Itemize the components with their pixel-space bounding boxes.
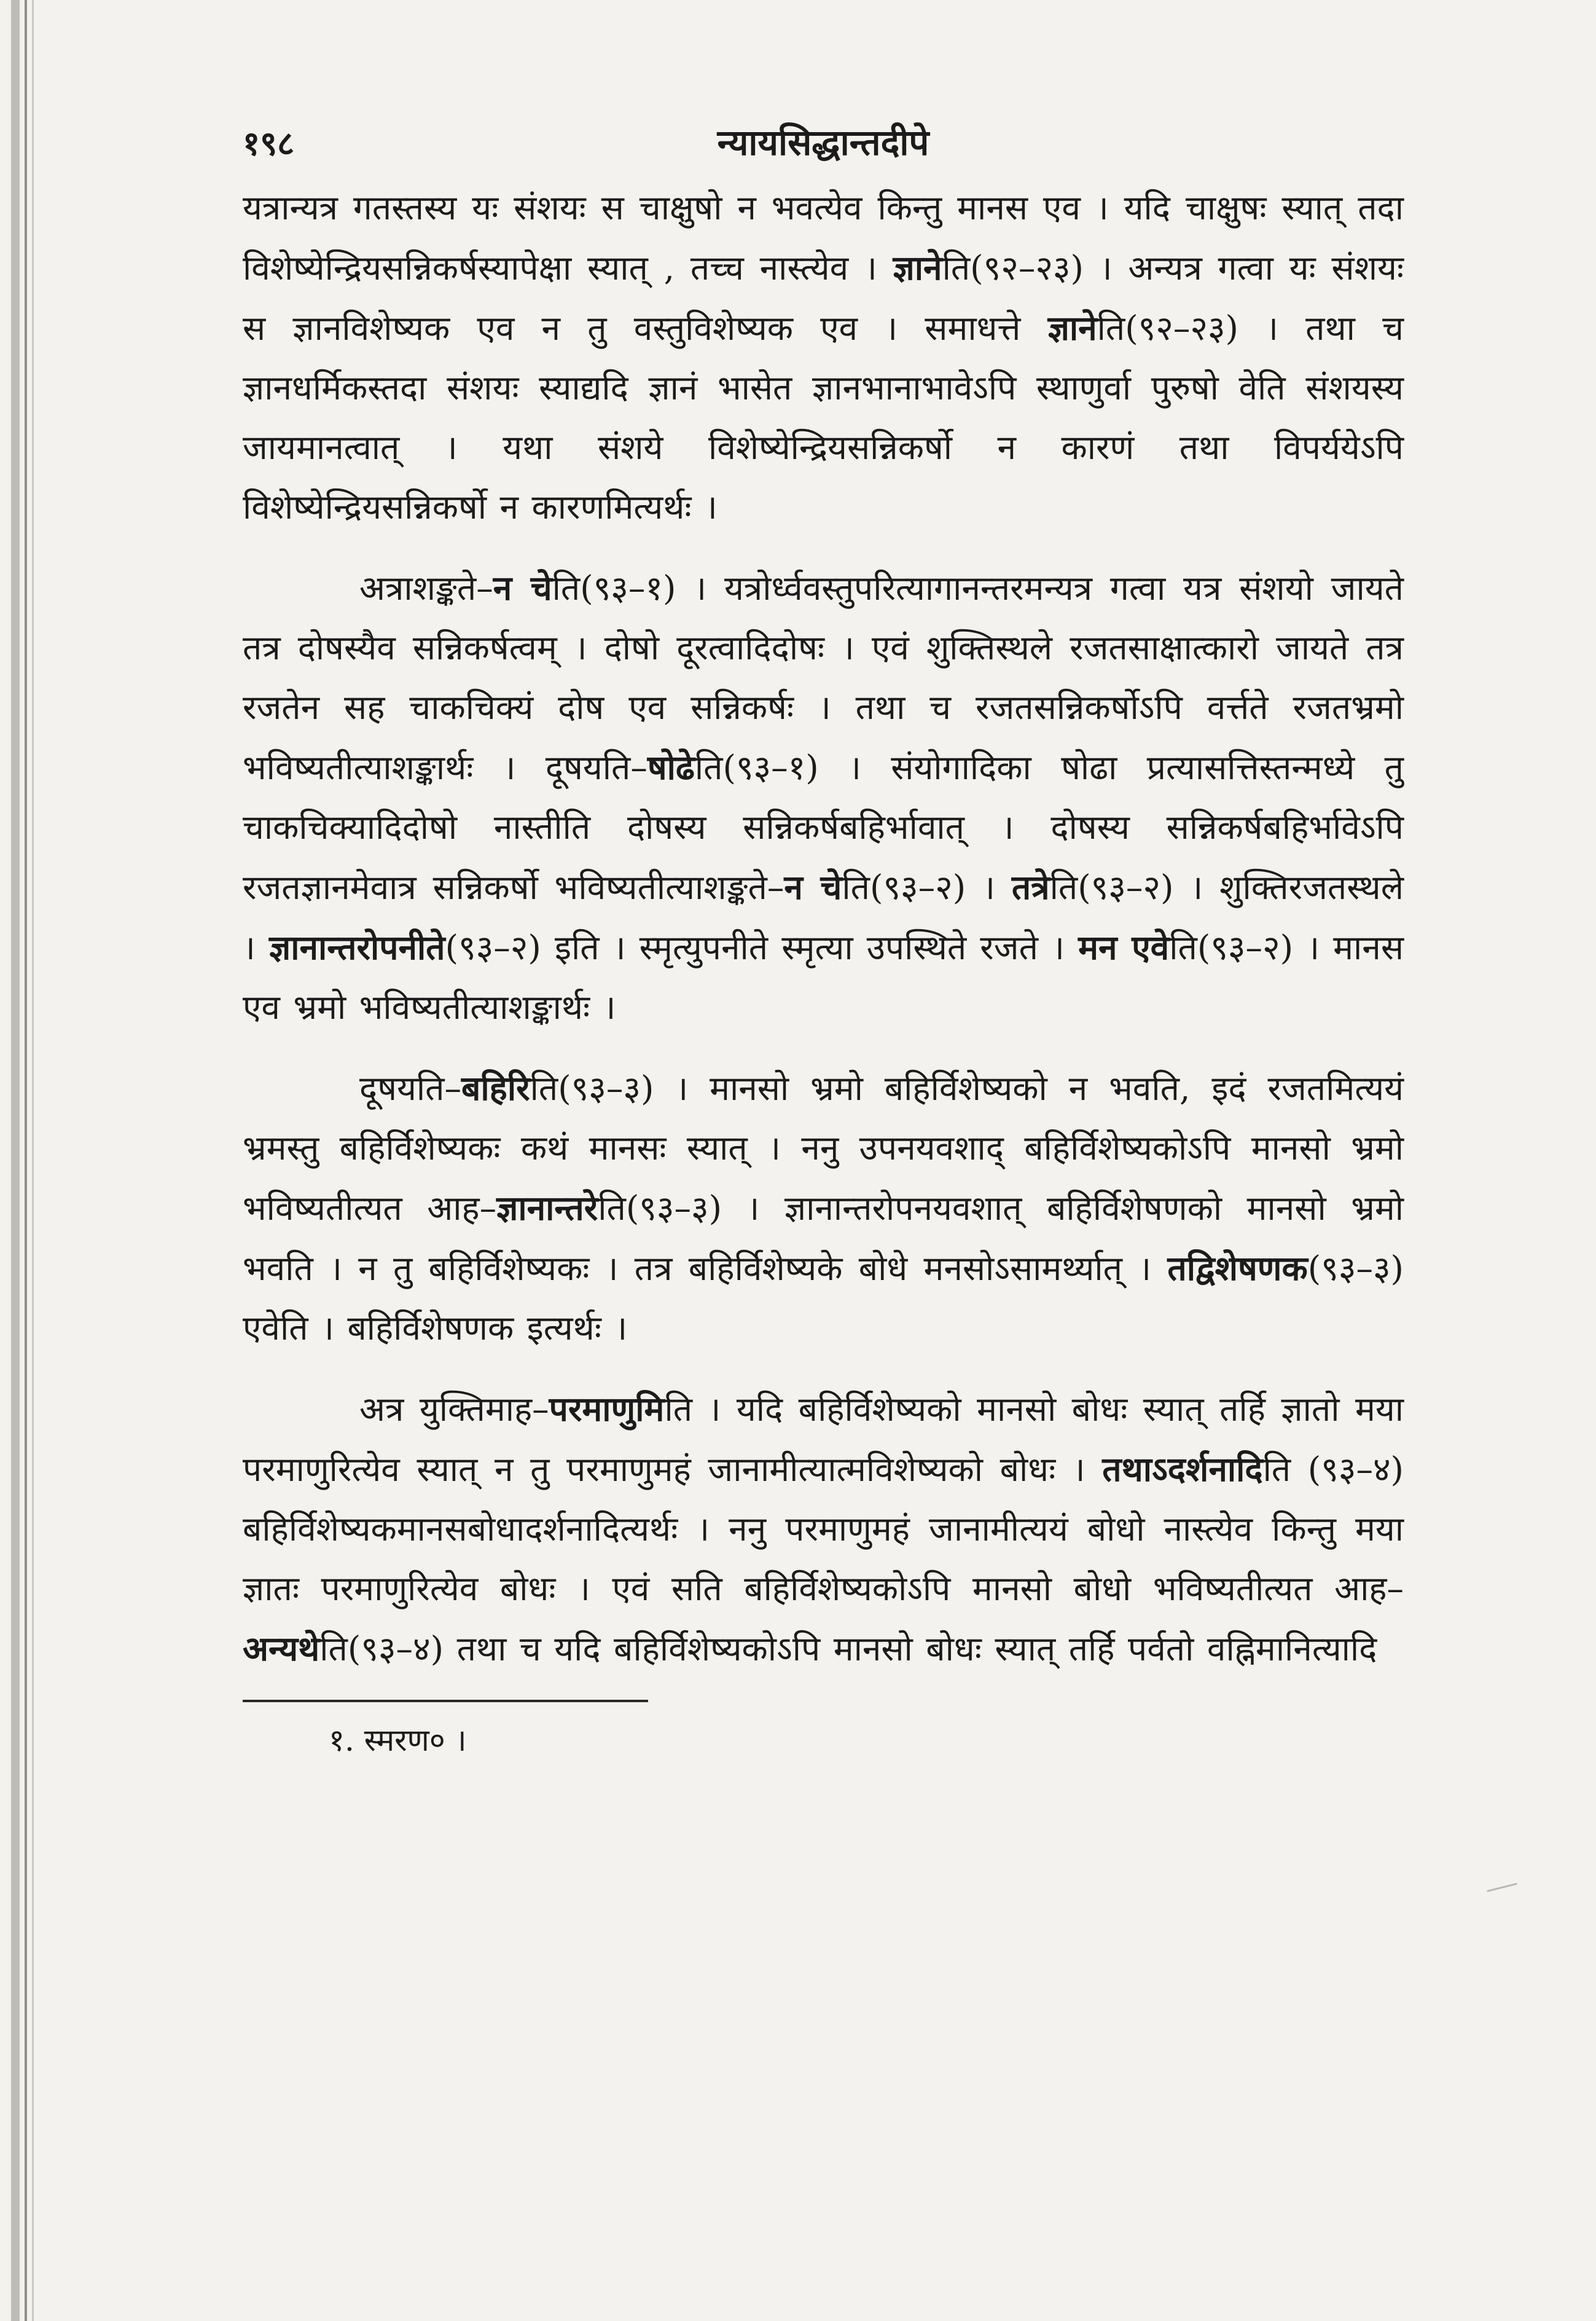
text-run: ति(९३–१) । यत्रोर्ध्ववस्तुपरित्यागानन्तरमन्यत्र गत्वा यत्र संशयो जायते तत्र दोषस्यैव सन्निकर्षत्वम् । दोषो दूरत्वादिदोषः । एवं शुक्तिस्थले रजतसाक्षात्कारो जायते तत्र रजतेन सह चाकचिक्यं दोष एव सन्निकर्षः । तथा च रजतसन्निकर्षोऽपि वर्त्तते रजतभ्रमो भविष्यतीत्याशङ्कार्थः । दूषयति– [243, 568, 1404, 787]
text-run: दूषयति– [359, 1069, 461, 1108]
paragraph [243, 558, 1404, 1037]
text-run: अत्राशङ्कते– [359, 568, 493, 608]
page-number: १९८ [243, 124, 295, 163]
bold-lemma: ज्ञानान्तरोपनीते [268, 927, 445, 967]
text-run: अत्र युक्तिमाह– [359, 1389, 549, 1429]
text-run: ति(९३–४) तथा च यदि बहिर्विशेष्यकोऽपि मानसो बोधः स्यात् तर्हि पर्वतो वह्निमानित्यादि [319, 1629, 1377, 1668]
pencil-mark [1487, 1883, 1517, 1892]
text-run: ति(९३–३) । मानसो भ्रमो बहिर्विशेष्यको न भवति, इदं रजतमित्ययं भ्रमस्तु बहिर्विशेष्यकः कथं मानसः स्यात् । ननु उपनयवशाद् बहिर्विशेष्यकोऽपि मानसो भ्रमो भविष्यतीत्यत आह– [243, 1069, 1404, 1228]
bold-lemma: ज्ञाने [1047, 308, 1097, 348]
paragraph [243, 1058, 1404, 1358]
paragraph [243, 178, 1404, 537]
bold-lemma: तथाऽदर्शनादि [1102, 1449, 1263, 1489]
text-run: ति(९३–१) । संयोगादिका षोढा प्रत्यासत्तिस्तन्मध्ये तु चाकचिक्यादिदोषो नास्तीति दोषस्य सन्निकर्षबहिर्भावात् । दोषस्य सन्निकर्षबहिर्भावेऽपि रजतज्ञानमेवात्र सन्निकर्षो भविष्यतीत्याशङ्कते– [243, 748, 1404, 907]
body-text [243, 178, 1404, 1679]
bold-lemma: षोढे [647, 747, 695, 787]
bold-lemma: परमाणुमि [549, 1389, 665, 1429]
bold-lemma: बहिरि [461, 1068, 530, 1108]
footnote: १. स्मरण० । [329, 1722, 467, 1758]
text-run: (९३–३) एवेति । बहिर्विशेषणक इत्यर्थः । [243, 1249, 1404, 1348]
text-run: (९३–२) इति । स्मृत्युपनीते स्मृत्या उपस्थिते रजते । [445, 928, 1079, 967]
text-run: ति(९३–२) । शुक्तिरजतस्थले । [243, 868, 1404, 967]
bold-lemma: ज्ञानान्तरे [496, 1188, 598, 1228]
bold-lemma: ज्ञाने [893, 248, 942, 288]
text-run: ति(९२–२३) । तथा च ज्ञानधर्मिकस्तदा संशयः स्याद्यदि ज्ञानं भासेत ज्ञानभानाभावेऽपि स्थाणुर्वा पुरुषो वेति संशयस्य जायमानत्वात् । यथा संशये विशेष्येन्द्रियसन्निकर्षो न कारणं तथा विपर्ययेऽपि विशेष्येन्द्रियसन्निकर्षो न कारणमित्यर्थः । [243, 308, 1404, 527]
footnote-rule [243, 1700, 648, 1702]
text-run: ति(९३–२) । मानस एव भ्रमो भविष्यतीत्याशङ्कार्थः । [243, 928, 1404, 1027]
text-run: यत्रान्यत्र गतस्तस्य यः संशयः स चाक्षुषो न भवत्येव किन्तु मानस एव । यदि चाक्षुषः स्यात् तदा विशेष्येन्द्रियसन्निकर्षस्यापेक्षा स्यात् , तच्च नास्त्येव । [243, 188, 1404, 288]
running-title: न्यायसिद्धान्तदीपे [717, 122, 929, 163]
binding-edge-line [25, 0, 27, 2321]
bold-lemma: तद्विशेषणक [1167, 1248, 1308, 1288]
document-page [243, 111, 1404, 1765]
page-header [243, 111, 1404, 178]
text-run: ति(९३–२) । [842, 868, 1012, 907]
text-run: ति । यदि बहिर्विशेष्यको मानसो बोधः स्यात् तर्हि ज्ञातो मया परमाणुरित्येव स्यात् न तु परमाणुमहं जानामीत्यात्मविशेष्यको बोधः । [243, 1389, 1404, 1489]
bold-lemma: न चे [784, 867, 842, 907]
bold-lemma: न चे [493, 568, 552, 608]
bold-lemma: तत्रे [1011, 867, 1050, 907]
text-run: ति(९२–२३) । अन्यत्र गत्वा यः संशयः स ज्ञानविशेष्यक एव न तु वस्तुविशेष्यक एव । समाधत्ते [243, 248, 1404, 348]
text-run: ति(९३–३) । ज्ञानान्तरोपनयवशात् बहिर्विशेषणको मानसो भ्रमो भवति । न तु बहिर्विशेष्यकः । तत्र बहिर्विशेष्यके बोधे मनसोऽसामर्थ्यात् । [243, 1188, 1404, 1288]
bold-lemma: मन एवे [1078, 927, 1170, 967]
binding-edge-shadow [11, 0, 20, 2321]
binding-edge-highlight [32, 0, 34, 2321]
paragraph [243, 1379, 1404, 1679]
text-run: ति (९३–४) बहिर्विशेष्यकमानसबोधादर्शनादित्यर्थः । ननु परमाणुमहं जानामीत्ययं बोधो नास्त्येव किन्तु मया ज्ञातः परमाणुरित्येव बोधः । एवं सति बहिर्विशेष्यकोऽपि मानसो बोधो भविष्यतीत्यत आह– [243, 1450, 1404, 1608]
bold-lemma: अन्यथे [243, 1628, 320, 1668]
